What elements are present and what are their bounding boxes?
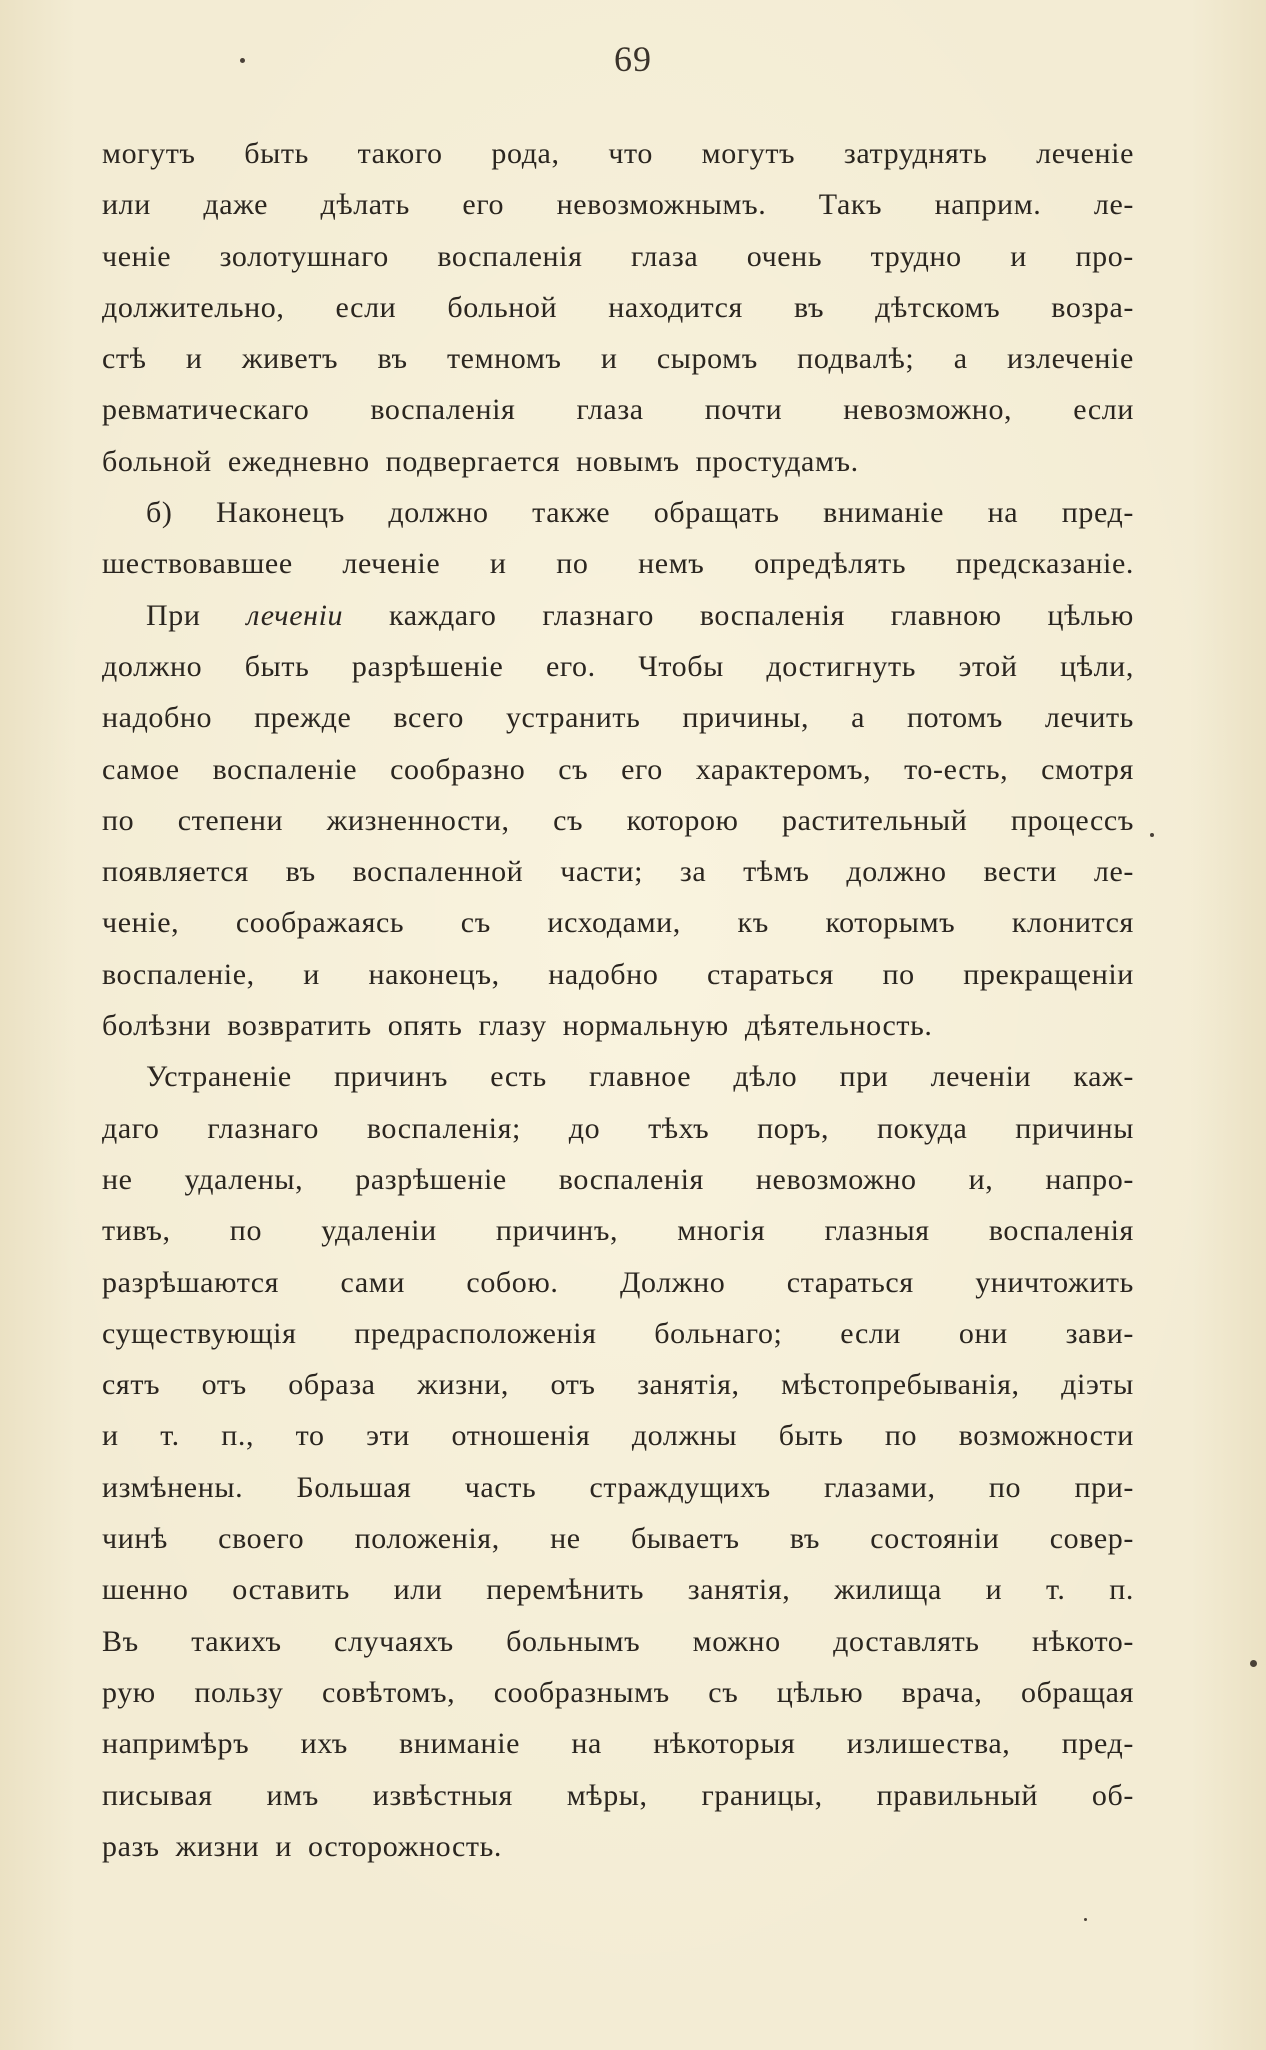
word: разрѣшеніе	[351, 649, 504, 683]
word: мѣры,	[566, 1778, 648, 1812]
word: совер-	[1049, 1522, 1134, 1556]
word: т.	[1045, 1573, 1066, 1607]
text-line	[102, 846, 1134, 897]
word: темномъ	[446, 342, 562, 376]
word: сами	[340, 1265, 405, 1299]
word: трудно	[870, 239, 962, 273]
word: нѣкото-	[1032, 1624, 1134, 1658]
word: напримѣръ	[102, 1727, 250, 1761]
word: ихъ	[300, 1727, 348, 1761]
word: могутъ	[102, 137, 196, 170]
word: если	[1073, 393, 1134, 427]
word: стараться	[786, 1265, 914, 1299]
text-line	[102, 436, 1134, 487]
word: ченіе,	[102, 906, 180, 940]
word: б)	[146, 496, 173, 530]
text-line	[102, 1103, 1134, 1154]
word: опять	[387, 1009, 463, 1043]
word: жизненности,	[326, 803, 510, 837]
word: по	[102, 803, 135, 837]
word: Въ	[102, 1624, 139, 1658]
word: потомъ	[907, 701, 1003, 735]
word: Такъ	[818, 188, 883, 222]
word: шенно	[102, 1573, 189, 1607]
word: При	[146, 598, 201, 632]
word: покуда	[876, 1111, 968, 1145]
word: образа	[288, 1368, 376, 1402]
word: причины	[1015, 1111, 1134, 1145]
page-number: 69	[614, 39, 652, 79]
word: п.	[1109, 1573, 1134, 1607]
word: тѣхъ	[648, 1111, 710, 1145]
word: удалены,	[184, 1162, 304, 1196]
text-line	[102, 1667, 1134, 1718]
word: и	[1010, 239, 1027, 273]
word: излеченіе	[1006, 342, 1134, 376]
text-line	[102, 641, 1134, 692]
text-line	[102, 1821, 1134, 1872]
word: ле-	[1093, 188, 1134, 222]
word: его	[462, 188, 505, 222]
word: воспаленіе,	[102, 957, 255, 991]
word: если	[335, 290, 397, 324]
word: вести	[983, 855, 1057, 889]
word: на	[571, 1727, 602, 1761]
word: глазнаго	[207, 1111, 320, 1145]
word: поръ,	[757, 1111, 830, 1145]
word: этой	[958, 649, 1018, 683]
word: почти	[704, 393, 783, 427]
word: наприм.	[934, 188, 1042, 222]
word: цѣлью	[776, 1675, 864, 1709]
word: они	[958, 1316, 1008, 1350]
word: жизни	[175, 1829, 260, 1863]
word: достигнуть	[766, 649, 917, 683]
word: лечить	[1044, 701, 1134, 735]
word: при-	[1074, 1470, 1134, 1504]
word: чинѣ	[102, 1522, 168, 1556]
word: при	[839, 1060, 889, 1094]
word: смотря	[1041, 752, 1134, 786]
text-line	[102, 795, 1134, 846]
word: быть	[244, 137, 309, 170]
word: излишества,	[846, 1727, 1011, 1761]
word: занятія,	[687, 1573, 791, 1607]
word: части;	[560, 855, 644, 889]
word: пред-	[1061, 1727, 1134, 1761]
word: растительный	[782, 803, 968, 837]
text-line	[102, 1308, 1134, 1359]
word: съ	[460, 906, 491, 940]
word: глаза	[576, 393, 644, 427]
word: устранить	[505, 701, 641, 735]
word: и	[489, 547, 507, 581]
word: отъ	[201, 1368, 247, 1402]
word: глазу	[478, 1009, 547, 1043]
word: въ	[377, 342, 408, 376]
word: ревматическаго	[102, 393, 310, 427]
word: рую	[102, 1675, 156, 1709]
word: тивъ,	[102, 1214, 171, 1248]
word: и,	[968, 1162, 994, 1196]
word: находится	[608, 290, 743, 324]
word: воспаленія;	[366, 1111, 521, 1145]
word: состояніи	[870, 1522, 1000, 1556]
word: глазами,	[824, 1470, 936, 1504]
word: пред-	[1061, 496, 1134, 530]
word: больнымъ	[506, 1624, 641, 1658]
word: об-	[1091, 1778, 1134, 1812]
word: самое	[102, 752, 180, 786]
word: существующія	[102, 1316, 297, 1350]
word: быть	[244, 649, 310, 683]
word: Большая	[296, 1470, 412, 1504]
word: разъ	[102, 1829, 160, 1863]
word: опредѣлять	[754, 547, 907, 581]
word: съ	[708, 1675, 739, 1709]
word: воспаленія	[370, 393, 516, 427]
word: дѣлать	[320, 188, 410, 222]
word: сообразнымъ	[493, 1675, 670, 1709]
word: совѣтомъ,	[321, 1675, 456, 1709]
text-line	[102, 282, 1134, 333]
word: за	[679, 855, 707, 889]
word: по	[884, 1419, 918, 1453]
text-line	[102, 590, 1134, 641]
word: ле-	[1093, 855, 1134, 889]
word: сыромъ	[656, 342, 758, 376]
word: а	[851, 701, 866, 735]
word: должно	[102, 649, 203, 683]
word: его.	[545, 649, 596, 683]
word: нормальную	[562, 1009, 729, 1043]
word: и	[985, 1573, 1003, 1607]
word: золотушнаго	[219, 239, 389, 273]
word: по	[229, 1214, 263, 1248]
word: отношенія	[451, 1419, 591, 1453]
word: стараться	[706, 957, 834, 991]
word: характеромъ,	[695, 752, 872, 786]
text-line	[102, 1000, 1134, 1051]
word: мѣстопребыванія,	[781, 1368, 1020, 1402]
word: подвергается	[385, 444, 561, 478]
word: п.,	[221, 1419, 255, 1453]
word: должно	[846, 855, 947, 889]
word: что	[608, 137, 653, 170]
word: обращать	[653, 496, 780, 530]
word: воспаленія	[699, 598, 845, 632]
word: шествовавшее	[102, 547, 293, 581]
word: прежде	[254, 701, 352, 735]
word: глазнаго	[542, 598, 654, 632]
word: нѣкоторыя	[653, 1727, 796, 1761]
word: осторожность.	[307, 1829, 502, 1863]
word: границы,	[701, 1778, 823, 1812]
word: возвратить	[227, 1009, 372, 1043]
word: глаза	[631, 239, 699, 273]
word: вниманіе	[399, 1727, 521, 1761]
word: къ	[737, 906, 769, 940]
word: цѣлью	[1047, 598, 1134, 632]
word: исходами,	[547, 906, 681, 940]
word: до	[568, 1111, 601, 1145]
word: стѣ	[102, 342, 147, 376]
word: дѣло	[733, 1060, 798, 1094]
word: разрѣшаются	[102, 1265, 280, 1299]
word: прекращеніи	[963, 957, 1134, 991]
word: больнаго;	[654, 1316, 783, 1350]
word: воспаленія	[558, 1162, 704, 1196]
word: отъ	[550, 1368, 596, 1402]
word: дѣятельность.	[744, 1009, 933, 1043]
word: не	[550, 1522, 581, 1556]
word: всего	[393, 701, 464, 735]
word: ченіе	[102, 239, 172, 273]
word: бываетъ	[630, 1522, 740, 1556]
word: которою	[626, 803, 739, 837]
word: жизни,	[417, 1368, 509, 1402]
word: жилища	[834, 1573, 942, 1607]
text-line	[102, 1770, 1134, 1821]
word: надобно	[102, 701, 213, 735]
word: по	[882, 957, 915, 991]
word: причинъ,	[495, 1214, 619, 1248]
word: леченіи	[930, 1060, 1032, 1094]
word: по	[988, 1470, 1022, 1504]
word: разрѣшеніе	[355, 1162, 507, 1196]
word: воспаленія	[988, 1214, 1134, 1248]
word: случаяхъ	[334, 1624, 454, 1658]
word: Чтобы	[638, 649, 724, 683]
word: предрасположенія	[354, 1316, 597, 1350]
word: въ	[789, 1522, 821, 1556]
word: уничтожить	[975, 1265, 1134, 1299]
word: удаленіи	[321, 1214, 437, 1248]
text-line	[102, 487, 1134, 538]
word: леченіе	[1036, 137, 1134, 170]
word: эти	[366, 1419, 410, 1453]
word: цѣли,	[1060, 649, 1134, 683]
word: главное	[589, 1060, 692, 1094]
word: правильный	[876, 1778, 1039, 1812]
text-line	[102, 1359, 1134, 1410]
word: очень	[746, 239, 823, 273]
word: пользу	[194, 1675, 284, 1709]
word: въ	[793, 290, 825, 324]
text-line	[102, 1616, 1134, 1667]
word: Наконецъ	[216, 496, 345, 530]
word: есть	[490, 1060, 547, 1094]
word: надобно	[548, 957, 659, 991]
word: невозможнымъ.	[556, 188, 767, 222]
word: воспаленія	[437, 239, 583, 273]
word: измѣнены.	[102, 1470, 244, 1504]
word: возможности	[958, 1419, 1134, 1453]
word: рода,	[491, 137, 560, 170]
word: причинъ	[334, 1060, 449, 1094]
word: сятъ	[102, 1368, 161, 1402]
word: должны	[631, 1419, 738, 1453]
word: которымъ	[825, 906, 956, 940]
word: съ	[553, 803, 584, 837]
word: извѣстныя	[372, 1778, 513, 1812]
text-line	[102, 949, 1134, 1000]
text-line	[102, 179, 1134, 230]
word: діэты	[1061, 1368, 1134, 1402]
text-line	[102, 231, 1134, 282]
word: тѣмъ	[743, 855, 810, 889]
text-line	[102, 384, 1134, 435]
word: ежедневно	[227, 444, 370, 478]
word: имъ	[266, 1778, 319, 1812]
text-line	[102, 1205, 1134, 1256]
word: то	[295, 1419, 325, 1453]
word: невозможно	[755, 1162, 917, 1196]
word: каждаго	[388, 598, 497, 632]
body-text	[102, 128, 1134, 1872]
word: или	[102, 188, 151, 222]
word: подвалѣ;	[797, 342, 915, 376]
word: степени	[177, 803, 284, 837]
word: доставлять	[833, 1624, 980, 1658]
text-line	[102, 1154, 1134, 1205]
text-line	[102, 538, 1134, 589]
word: живетъ	[241, 342, 339, 376]
word: могутъ	[701, 137, 796, 170]
word: даже	[203, 188, 268, 222]
word: предсказаніе.	[955, 547, 1134, 581]
word: врача,	[901, 1675, 983, 1709]
word: быть	[778, 1419, 844, 1453]
text-line	[102, 1051, 1134, 1102]
word: леченіи	[246, 598, 344, 632]
word: невозможно,	[843, 393, 1013, 427]
word: соображаясь	[235, 906, 405, 940]
print-speck	[1250, 1660, 1257, 1667]
word: положенія,	[354, 1522, 500, 1556]
word: а	[953, 342, 968, 376]
word: также	[532, 496, 611, 530]
text-line	[102, 897, 1134, 948]
word: болѣзни	[102, 1009, 212, 1043]
word: то-есть,	[904, 752, 1009, 786]
print-speck	[1084, 1918, 1087, 1921]
word: больной	[102, 444, 212, 478]
text-line	[102, 1410, 1134, 1461]
text-line	[102, 1564, 1134, 1615]
word: появляется	[102, 855, 249, 889]
word: вниманіе	[823, 496, 944, 530]
word: въ	[285, 855, 316, 889]
word: простудамъ.	[695, 444, 859, 478]
word: собою.	[466, 1265, 559, 1299]
word: его	[621, 752, 663, 786]
word: многія	[677, 1214, 766, 1248]
word: больной	[447, 290, 558, 324]
word: глазныя	[824, 1214, 930, 1248]
word: и	[102, 1419, 119, 1453]
word: напро-	[1045, 1162, 1134, 1196]
word: должно	[388, 496, 489, 530]
word: немъ	[638, 547, 705, 581]
word: обращая	[1020, 1675, 1134, 1709]
word: если	[840, 1316, 902, 1350]
word: Устраненіе	[146, 1060, 292, 1094]
word: воспаленной	[352, 855, 524, 889]
word: на	[987, 496, 1019, 530]
text-line	[102, 1513, 1134, 1564]
word: т.	[160, 1419, 180, 1453]
print-speck	[240, 58, 245, 63]
word: возра-	[1051, 290, 1134, 324]
word: леченіе	[342, 547, 441, 581]
word: такого	[357, 137, 443, 170]
word: часть	[464, 1470, 537, 1504]
word: клонится	[1011, 906, 1134, 940]
word: и	[600, 342, 618, 376]
word: писывая	[102, 1778, 213, 1812]
word: причины,	[682, 701, 810, 735]
word: Должно	[619, 1265, 726, 1299]
print-speck	[1150, 833, 1154, 837]
word: главною	[890, 598, 1002, 632]
text-line	[102, 333, 1134, 384]
text-line	[102, 1718, 1134, 1769]
word: или	[393, 1573, 443, 1607]
word: процессъ	[1010, 803, 1134, 837]
text-line	[102, 744, 1134, 795]
word: затруднять	[843, 137, 988, 170]
word: воспаленіе	[212, 752, 358, 786]
word: такихъ	[191, 1624, 282, 1658]
word: сообразно	[390, 752, 526, 786]
text-line	[102, 1462, 1134, 1513]
word: дѣтскомъ	[875, 290, 1001, 324]
text-line	[102, 1257, 1134, 1308]
word: наконецъ,	[368, 957, 500, 991]
word: зави-	[1065, 1316, 1134, 1350]
word: даго	[102, 1111, 160, 1145]
text-line	[102, 692, 1134, 743]
word: и	[303, 957, 320, 991]
word: по	[556, 547, 589, 581]
word: каж-	[1073, 1060, 1134, 1094]
word: занятія,	[637, 1368, 740, 1402]
word: и	[275, 1829, 292, 1863]
word: новымъ	[576, 444, 680, 478]
word: и	[185, 342, 203, 376]
word: не	[102, 1162, 133, 1196]
text-line	[102, 128, 1134, 179]
word: страждущихъ	[589, 1470, 771, 1504]
word: оставить	[232, 1573, 350, 1607]
word: своего	[218, 1522, 305, 1556]
word: про-	[1075, 239, 1134, 273]
word: съ	[558, 752, 589, 786]
word: должительно,	[102, 290, 285, 324]
word: можно	[692, 1624, 781, 1658]
word: перемѣнить	[486, 1573, 645, 1607]
